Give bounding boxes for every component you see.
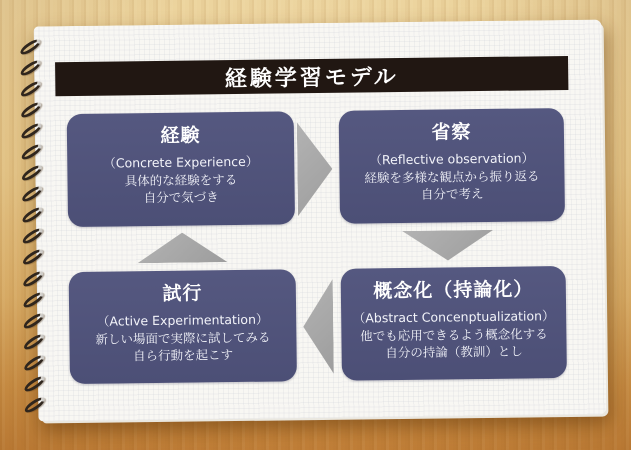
spiral-ring-icon — [21, 247, 45, 267]
box-conceptualization-line: 自分の持論（教訓）とし — [385, 343, 523, 361]
box-experience — [67, 111, 295, 227]
spiral-ring-icon — [21, 289, 45, 309]
diagram-title-bar — [55, 56, 568, 96]
spiral-ring-icon — [21, 226, 45, 246]
arrow-down-icon — [402, 230, 493, 261]
spiral-ring-icon — [22, 374, 46, 394]
spiral-ring-icon — [21, 268, 45, 288]
arrow-right-icon — [297, 122, 333, 216]
diagram-title: 経験学習モデル — [224, 64, 399, 92]
box-reflection — [339, 108, 565, 224]
spiral-ring-icon — [19, 79, 43, 99]
spiral-ring-icon — [19, 121, 43, 141]
box-experience-title: 経験 — [160, 124, 201, 147]
box-reflection-title: 省察 — [431, 121, 472, 144]
box-conceptualization-subtitle: （Abstract Concenptualization） — [352, 308, 555, 326]
box-experimentation-line: 自ら行動を起こす — [133, 347, 234, 364]
spiral-ring-icon — [22, 353, 46, 373]
box-conceptualization-title: 概念化（持論化） — [373, 278, 534, 303]
box-reflection-line: 自分で考え — [420, 186, 484, 202]
box-experimentation-line: 新しい場面で実際に試してみる — [95, 329, 271, 347]
box-experimentation — [69, 269, 297, 384]
spiral-ring-icon — [18, 37, 42, 57]
spiral-ring-icon — [19, 100, 43, 120]
box-conceptualization-line: 他でも応用できるよう概念化する — [360, 325, 548, 344]
spiral-ring-icon — [20, 163, 44, 183]
box-experience-subtitle: （Concrete Experience） — [103, 153, 259, 171]
box-experience-line: 具体的な経験をする — [124, 171, 238, 188]
box-experimentation-subtitle: （Active Experimentation） — [96, 311, 269, 329]
box-reflection-subtitle: （Reflective observation） — [369, 150, 535, 168]
box-experimentation-title: 試行 — [162, 282, 203, 305]
spiral-ring-icon — [23, 395, 47, 415]
arrow-up-icon — [137, 232, 227, 263]
notebook-page — [34, 20, 607, 422]
spiral-ring-icon — [20, 205, 44, 225]
spiral-ring-icon — [22, 310, 46, 330]
box-reflection-line: 経験を多様な観点から振り返る — [364, 167, 540, 185]
arrow-left-icon — [303, 279, 334, 374]
spiral-ring-icon — [20, 184, 44, 204]
spiral-binding — [19, 42, 57, 409]
box-experience-line: 自分で気づき — [143, 189, 219, 206]
spiral-ring-icon — [22, 332, 46, 352]
spiral-ring-icon — [19, 58, 43, 78]
spiral-ring-icon — [20, 142, 44, 162]
box-conceptualization — [341, 266, 567, 381]
